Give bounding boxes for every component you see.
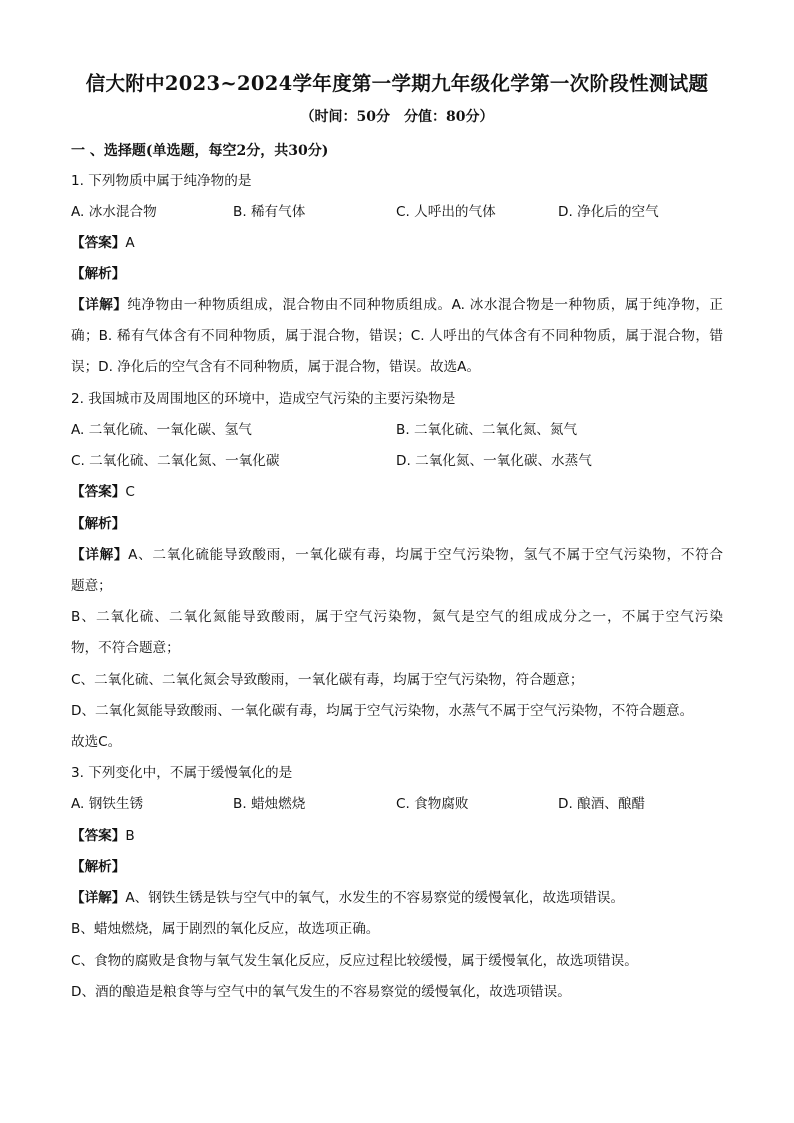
question-2-detail-line: B、二氧化硫、二氧化氮能导致酸雨，属于空气污染物，氮气是空气的组成成分之一，不属于空气污染 (71, 609, 723, 625)
analysis-label: 【解析】 (71, 266, 126, 282)
question-3-option-a: A. 钢铁生锈 (71, 796, 144, 812)
question-2-answer (71, 482, 723, 502)
detail-label: 【详解】 (71, 890, 126, 906)
analysis-label: 【解析】 (71, 516, 126, 532)
question-2-option-d: D. 二氧化氮、一氧化碳、水蒸气 (396, 453, 592, 469)
question-3-answer (71, 826, 723, 846)
question-1-detail-line: 确；B. 稀有气体含有不同种物质，属于混合物，错误；C. 人呼出的气体含有不同种物质，属于混合物，错 (71, 328, 723, 344)
answer-value: C (125, 484, 135, 500)
question-2-detail-line: C、二氧化硫、二氧化氮会导致酸雨，一氧化碳有毒，均属于空气污染物，符合题意； (71, 672, 584, 688)
detail-label: 【详解】 (71, 297, 128, 313)
question-3-option-d: D. 酿酒、酿醋 (558, 796, 646, 812)
exam-title: 信大附中2023~2024学年度第一学期九年级化学第一次阶段性测试题 (85, 72, 709, 95)
question-2-option-c: C. 二氧化硫、二氧化氮、一氧化碳 (71, 453, 280, 469)
question-3-stem: 3. 下列变化中，不属于缓慢氧化的是 (71, 765, 293, 781)
question-2-option-a: A. 二氧化硫、一氧化碳、氢气 (71, 422, 252, 438)
question-1-detail-line (71, 295, 723, 315)
section-heading: 一 、选择题(单选题，每空2分，共30分) (71, 143, 329, 159)
question-3-option-c: C. 食物腐败 (396, 796, 469, 812)
question-1-option-d: D. 净化后的空气 (558, 204, 659, 220)
question-2-detail-line: D、二氧化氮能导致酸雨、一氧化碳有毒，均属于空气污染物，水蒸气不属于空气污染物，不符合题意。 (71, 703, 694, 719)
question-1-option-c: C. 人呼出的气体 (396, 204, 496, 220)
answer-label: 【答案】 (71, 828, 126, 844)
detail-label: 【详解】 (71, 547, 129, 563)
question-2-detail-line: 物，不符合题意； (71, 640, 180, 656)
question-3-detail-line: C、食物的腐败是食物与氧气发生氧化反应，反应过程比较缓慢，属于缓慢氧化，故选项错误。 (71, 953, 638, 969)
question-2-analysis-label (71, 514, 723, 534)
detail-text: A、二氧化硫能导致酸雨，一氧化碳有毒，均属于空气污染物，氢气不属于空气污染物，不符合 (128, 547, 723, 563)
exam-subtitle: （时间：50分 分值：80分） (300, 109, 494, 125)
question-2-stem: 2. 我国城市及周围地区的环境中，造成空气污染的主要污染物是 (71, 391, 456, 407)
detail-text: A、钢铁生锈是铁与空气中的氧气，水发生的不容易察觉的缓慢氧化，故选项错误。 (125, 890, 625, 906)
answer-value: A (125, 235, 135, 251)
question-3-analysis-label (71, 857, 723, 877)
question-2-detail-line (71, 545, 723, 565)
question-3-detail-line (71, 888, 723, 908)
question-2-detail-line: 题意； (71, 578, 112, 594)
answer-label: 【答案】 (71, 235, 126, 251)
question-1-option-a: A. 冰水混合物 (71, 204, 157, 220)
question-2-detail-line: 故选C。 (71, 734, 122, 750)
question-1-detail-line: 误；D. 净化后的空气含有不同种物质，属于混合物，错误。故选A。 (71, 359, 481, 375)
question-3-detail-line: D、酒的酿造是粮食等与空气中的氧气发生的不容易察觉的缓慢氧化，故选项错误。 (71, 984, 571, 1000)
question-3-detail-line: B、蜡烛燃烧，属于剧烈的氧化反应，故选项正确。 (71, 921, 380, 937)
question-1-option-b: B. 稀有气体 (233, 204, 306, 220)
question-2-option-b: B. 二氧化硫、二氧化氮、氮气 (396, 422, 578, 438)
answer-value: B (125, 828, 135, 844)
analysis-label: 【解析】 (71, 859, 126, 875)
answer-label: 【答案】 (71, 484, 126, 500)
question-1-stem: 1. 下列物质中属于纯净物的是 (71, 173, 252, 189)
question-1-answer (71, 233, 723, 253)
question-3-option-b: B. 蜡烛燃烧 (233, 796, 306, 812)
detail-text: 纯净物由一种物质组成，混合物由不同种物质组成。A. 冰水混合物是一种物质，属于纯净物，正 (127, 297, 723, 313)
question-1-analysis-label (71, 264, 723, 284)
